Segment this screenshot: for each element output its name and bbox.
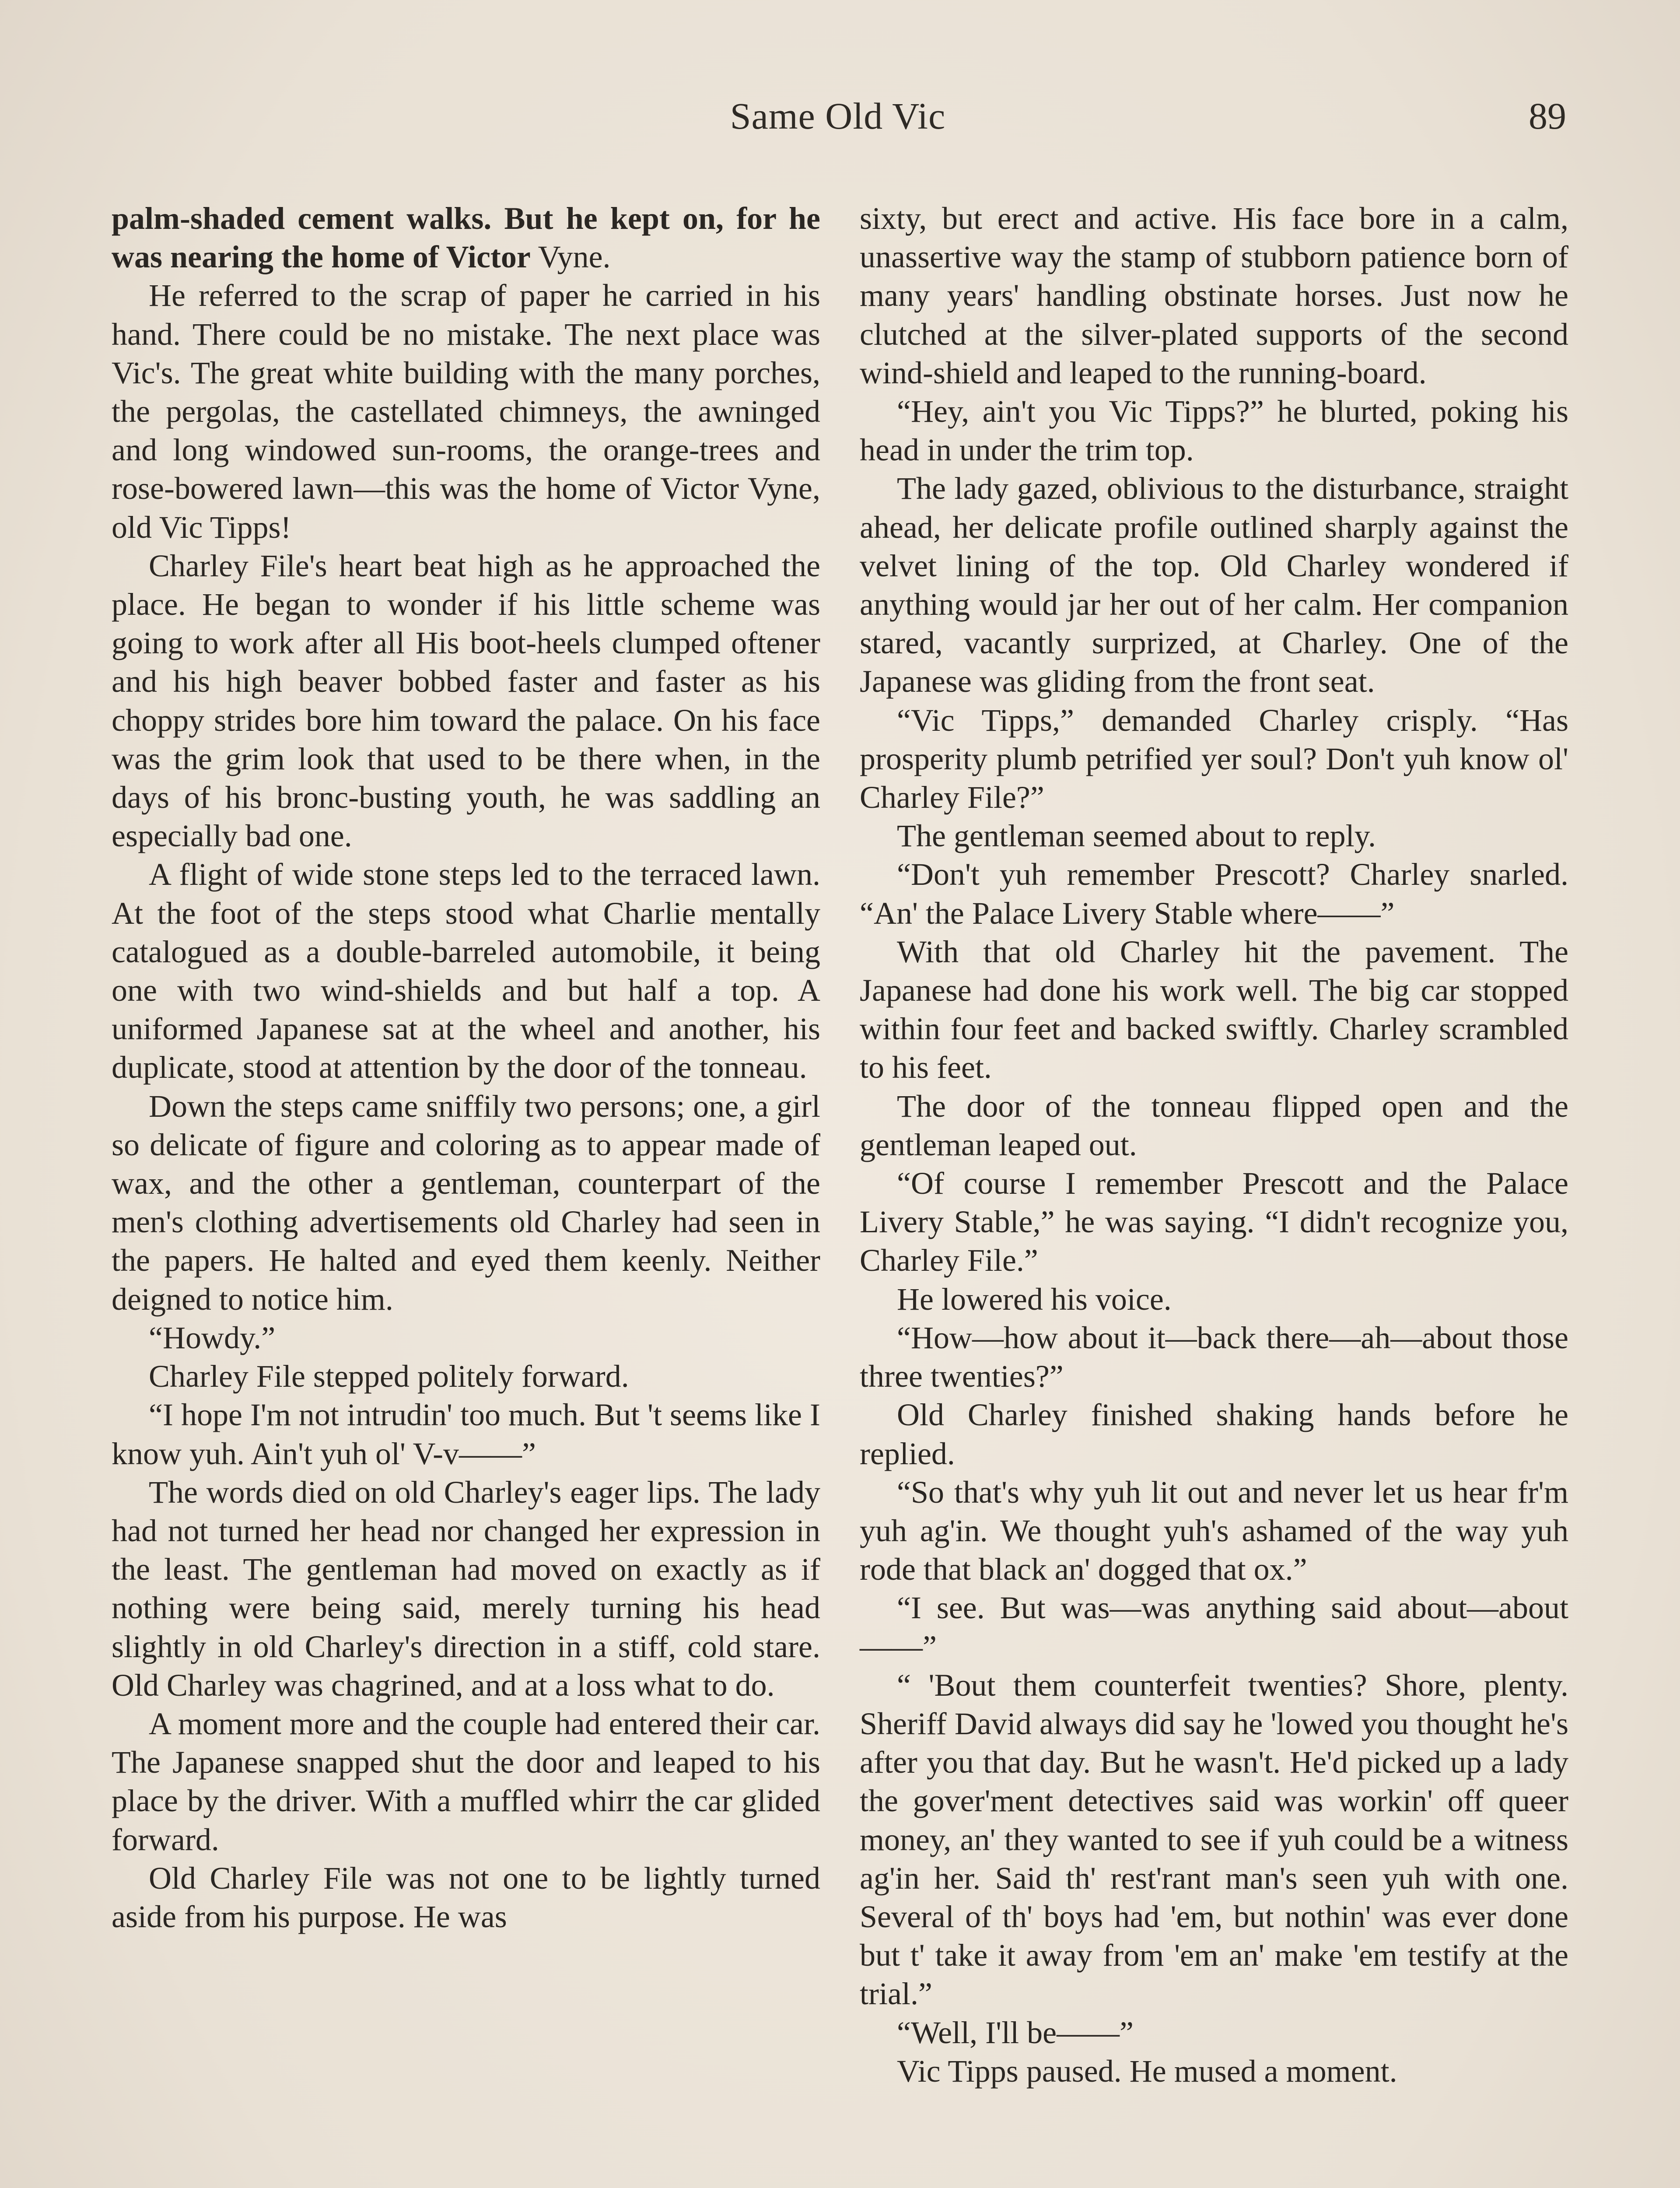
paragraph: A moment more and the couple had entered their car. The Japanese snapped shut the door and leaped to his place by the driver. With a muffled whirr the car glided forward. bbox=[112, 1706, 820, 1857]
page-number: 89 bbox=[1529, 95, 1566, 137]
paragraph: The words died on old Charley's eager lips. The lady had not turned her head nor changed her expression in the least. The gentleman had moved on exactly as if nothing were being said, merely turning his head slightly in old Charley's direction in a stiff, cold stare. Old Charley was chagrined, and at a loss what to do. bbox=[112, 1474, 820, 1703]
paragraph: Charley File's heart beat high as he approached the place. He began to wonder if his little scheme was going to work after all His boot-heels clumped oftener and his high beaver bobbed faster and faster as his choppy strides bore him toward the palace. On his face was the grim look that used to be there when, in the days of his bronc-busting youth, he was saddling an especially bad one. bbox=[112, 548, 820, 854]
paragraph: “Of course I remember Prescott and the Palace Livery Stable,” he was saying. “I didn't recognize you, Charley File.” bbox=[860, 1166, 1568, 1278]
paragraph: “I hope I'm not intrudin' too much. But 't seems like I know yuh. Ain't yuh ol' V-v——” bbox=[112, 1397, 820, 1471]
running-head: Same Old Vic bbox=[730, 95, 946, 137]
paragraph: Vic Tipps paused. He mused a moment. bbox=[897, 2053, 1397, 2089]
paragraph: “Don't yuh remember Prescott? Charley snarled. “An' the Palace Livery Stable where——” bbox=[860, 857, 1568, 931]
paragraph: “Hey, ain't you Vic Tipps?” he blurted, poking his head in under the trim top. bbox=[860, 394, 1568, 468]
paragraph: With that old Charley hit the pavement. The Japanese had done his work well. The big car stopped within four feet and backed swiftly. Charley scrambled to his feet. bbox=[860, 934, 1568, 1085]
paragraph: The door of the tonneau flipped open and the gentleman leaped out. bbox=[860, 1088, 1568, 1162]
right-text-column bbox=[860, 199, 1568, 2090]
page-header bbox=[109, 94, 1566, 151]
paragraph: “Vic Tipps,” demanded Charley crisply. “Has prosperity plumb petrified yer soul? Don't yuh know ol' Charley File?” bbox=[860, 702, 1568, 815]
paragraph: Old Charley finished shaking hands before he replied. bbox=[860, 1397, 1568, 1471]
paragraph: “ 'Bout them counterfeit twenties? Shore, plenty. Sheriff David always did say he 'lowed you thought he's after you that day. But he wasn't. He'd picked up a lady the gover'ment detectives said was workin' off queer money, an' they wanted to see if yuh could be a witness ag'in her. Said th' rest'rant man's seen yuh with one. Several of th' boys had 'em, but nothin' was ever done but t' take it away from 'em an' make 'em testify at the trial.” bbox=[860, 1667, 1568, 2012]
paragraph: “So that's why yuh lit out and never let us hear fr'm yuh ag'in. We thought yuh's ashamed of the way yuh rode that black an' dogged that ox.” bbox=[860, 1474, 1568, 1587]
paragraph: Old Charley File was not one to be lightly turned aside from his purpose. He was bbox=[112, 1860, 820, 1934]
paragraph: “Well, I'll be——” bbox=[897, 2015, 1134, 2050]
paragraph: The lady gazed, oblivious to the disturbance, straight ahead, her delicate profile outlined sharply against the velvet lining of the top. Old Charley wondered if anything would jar her out of her calm. Her companion stared, vacantly surprized, at Charley. One of the Japanese was gliding from the front seat. bbox=[860, 471, 1568, 699]
paragraph: “How—how about it—back there—ah—about those three twenties?” bbox=[860, 1320, 1568, 1394]
paragraph: Charley File stepped politely forward. bbox=[149, 1359, 629, 1394]
paragraph: The gentleman seemed about to reply. bbox=[897, 818, 1376, 854]
paragraph: He lowered his voice. bbox=[897, 1281, 1172, 1317]
paragraph: “Howdy.” bbox=[149, 1320, 276, 1355]
paragraph: Down the steps came sniffily two persons; one, a girl so delicate of figure and coloring as to appear made of wax, and the other a gentleman, counterpart of the men's clothing advertisements old Charley had seen in the papers. He halted and eyed them keenly. Neither deigned to notice him. bbox=[112, 1088, 820, 1317]
left-text-column bbox=[112, 199, 820, 1936]
paragraph: palm-shaded cement walks. But he kept on, for he was nearing the home of Victor Vyne. bbox=[112, 201, 820, 275]
lead-in-text: palm-shaded cement walks. But he kept on, for he was nearing the home of Victor bbox=[112, 201, 820, 275]
paragraph: “I see. But was—was anything said about—about——” bbox=[860, 1590, 1568, 1664]
paragraph: sixty, but erect and active. His face bore in a calm, unassertive way the stamp of stubborn patience born of many years' handling obstinate horses. Just now he clutched at the silver-plated supports of the second wind-shield and leaped to the running-board. bbox=[860, 201, 1568, 390]
paragraph: He referred to the scrap of paper he carried in his hand. There could be no mistake. The next place was Vic's. The great white building with the many porches, the pergolas, the castellated chimneys, the awninged and long windowed sun-rooms, the orange-trees and rose-bowered lawn—this was the home of Victor Vyne, old Vic Tipps! bbox=[112, 278, 820, 545]
paragraph: A flight of wide stone steps led to the terraced lawn. At the foot of the steps stood what Charlie mentally catalogued as a double-barreled automobile, it being one with two wind-shields and but half a top. A uniformed Japanese sat at the wheel and another, his duplicate, stood at attention by the door of the tonneau. bbox=[112, 857, 820, 1085]
